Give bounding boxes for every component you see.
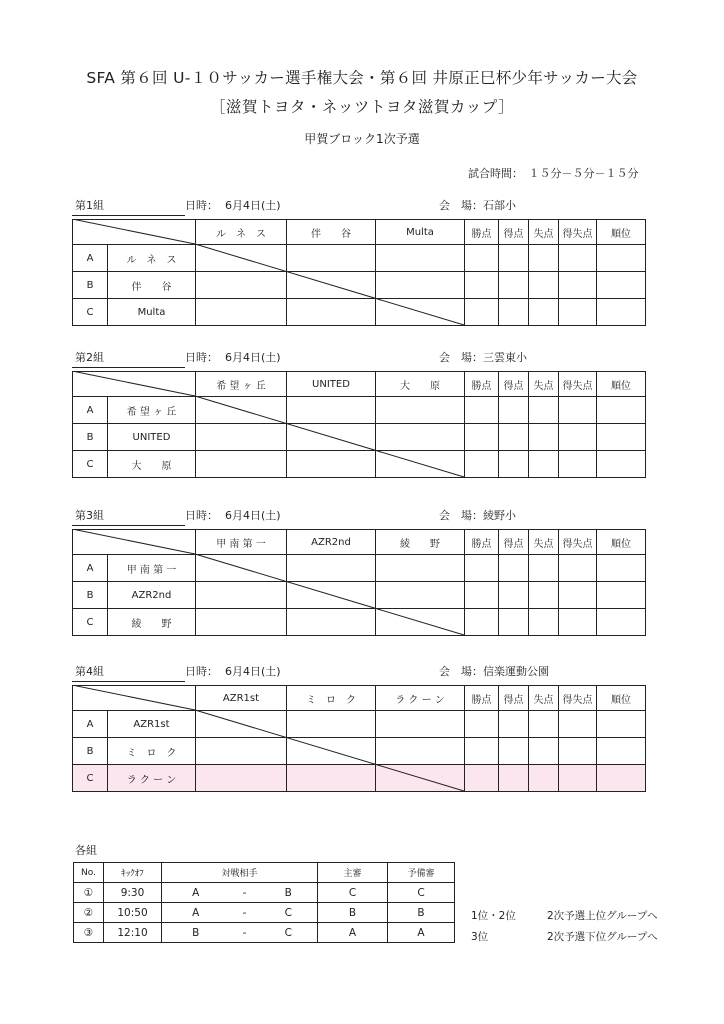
group-name-underline <box>72 681 185 682</box>
result-cell <box>376 245 465 272</box>
opponent-header: Multa <box>376 220 465 245</box>
group-table <box>72 685 646 792</box>
note-desc-bottom: 2次予選下位グループへ <box>547 931 658 943</box>
schedule-row <box>74 923 455 943</box>
stat-cell <box>465 397 499 424</box>
result-cell <box>196 582 287 609</box>
schedule-header-no: No. <box>74 863 104 883</box>
stat-header: 失点 <box>529 530 559 555</box>
match-time: 試合時間： １５分－５分－１５分 <box>468 167 639 180</box>
stat-cell <box>465 555 499 582</box>
stat-cell <box>529 299 559 326</box>
team-row <box>73 272 646 299</box>
group-venue: 会 場：石部小 <box>439 199 516 212</box>
stat-cell <box>529 765 559 792</box>
result-cell <box>196 299 287 326</box>
group-date: 日時： 6月4日(土) <box>185 509 281 522</box>
result-cell <box>376 582 465 609</box>
result-cell <box>287 555 376 582</box>
schedule-table <box>73 862 455 943</box>
stat-cell <box>499 245 529 272</box>
result-cell <box>376 272 465 299</box>
note-desc-top: 2次予選上位グループへ <box>547 910 658 922</box>
stat-cell <box>529 738 559 765</box>
group-name-underline <box>72 367 185 368</box>
corner-cell <box>73 372 196 397</box>
stat-cell <box>597 299 646 326</box>
sponsor-title: ［滋賀トヨタ・ネッツトヨタ滋賀カップ］ <box>209 98 515 116</box>
stat-header: 順位 <box>597 530 646 555</box>
stat-cell <box>559 424 597 451</box>
note-rank-top: 1位・2位 <box>471 910 516 922</box>
row-letter: C <box>73 299 108 326</box>
stat-cell <box>597 738 646 765</box>
team-row <box>73 451 646 478</box>
team-row <box>73 397 646 424</box>
referee: A <box>318 923 388 943</box>
group-venue: 会 場：信楽運動公園 <box>439 665 549 678</box>
group-name-underline <box>72 525 185 526</box>
corner-cell <box>73 530 196 555</box>
stat-header: 得失点 <box>559 530 597 555</box>
stat-cell <box>529 245 559 272</box>
home-team: A <box>162 903 230 923</box>
result-cell <box>196 555 287 582</box>
team-name: 希 望 ヶ 丘 <box>108 397 196 424</box>
stat-cell <box>529 424 559 451</box>
result-cell <box>376 424 465 451</box>
team-name: ラ ク ー ン <box>108 765 196 792</box>
result-cell <box>376 711 465 738</box>
stat-cell <box>465 765 499 792</box>
group-venue: 会 場：三雲東小 <box>439 351 527 364</box>
stat-cell <box>597 765 646 792</box>
corner-cell <box>73 686 196 711</box>
away-team: B <box>260 883 318 903</box>
result-cell <box>376 299 465 326</box>
result-cell <box>287 451 376 478</box>
result-cell <box>196 424 287 451</box>
opponent-header: AZR1st <box>196 686 287 711</box>
referee: C <box>318 883 388 903</box>
row-letter: A <box>73 245 108 272</box>
stat-header: 得点 <box>499 530 529 555</box>
team-row <box>73 765 646 792</box>
stat-cell <box>597 451 646 478</box>
kickoff-time: 12:10 <box>104 923 162 943</box>
result-cell <box>287 582 376 609</box>
versus-separator: - <box>230 923 260 943</box>
team-row <box>73 555 646 582</box>
match-no: ③ <box>74 923 104 943</box>
result-cell <box>196 451 287 478</box>
result-cell <box>287 397 376 424</box>
stat-header: 得点 <box>499 686 529 711</box>
group-table <box>72 529 646 636</box>
opponent-header: ル ネ ス <box>196 220 287 245</box>
result-cell <box>376 397 465 424</box>
row-letter: A <box>73 555 108 582</box>
opponent-header: 希 望 ヶ 丘 <box>196 372 287 397</box>
group-date: 日時： 6月4日(土) <box>185 351 281 364</box>
stat-cell <box>529 397 559 424</box>
home-team: B <box>162 923 230 943</box>
team-name: AZR2nd <box>108 582 196 609</box>
stat-cell <box>499 711 529 738</box>
group-date: 日時： 6月4日(土) <box>185 665 281 678</box>
result-cell <box>287 299 376 326</box>
stat-header: 失点 <box>529 686 559 711</box>
stat-cell <box>465 609 499 636</box>
row-letter: A <box>73 397 108 424</box>
stat-cell <box>559 711 597 738</box>
stat-cell <box>597 272 646 299</box>
result-cell <box>196 609 287 636</box>
stat-cell <box>499 299 529 326</box>
schedule-header-reserve: 予備審 <box>388 863 455 883</box>
stat-header: 順位 <box>597 372 646 397</box>
kickoff-time: 10:50 <box>104 903 162 923</box>
result-cell <box>196 245 287 272</box>
stat-cell <box>465 299 499 326</box>
row-letter: C <box>73 451 108 478</box>
result-cell <box>196 765 287 792</box>
opponent-header: ミ ロ ク <box>287 686 376 711</box>
group-venue: 会 場：綾野小 <box>439 509 516 522</box>
stat-cell <box>529 272 559 299</box>
away-team: C <box>260 903 318 923</box>
group-table <box>72 371 646 478</box>
stat-cell <box>597 609 646 636</box>
result-cell <box>196 272 287 299</box>
result-cell <box>287 272 376 299</box>
row-letter: B <box>73 424 108 451</box>
stat-header: 失点 <box>529 372 559 397</box>
versus-separator: - <box>230 903 260 923</box>
referee: B <box>318 903 388 923</box>
stat-cell <box>559 765 597 792</box>
stat-cell <box>529 451 559 478</box>
opponent-header: ラ ク ー ン <box>376 686 465 711</box>
result-cell <box>376 609 465 636</box>
stat-cell <box>529 555 559 582</box>
opponent-header: UNITED <box>287 372 376 397</box>
row-letter: A <box>73 711 108 738</box>
row-letter: B <box>73 272 108 299</box>
stat-cell <box>597 397 646 424</box>
opponent-header: 大 原 <box>376 372 465 397</box>
result-cell <box>287 609 376 636</box>
row-letter: C <box>73 765 108 792</box>
team-row <box>73 299 646 326</box>
stat-header: 順位 <box>597 686 646 711</box>
stat-header: 順位 <box>597 220 646 245</box>
stat-cell <box>559 245 597 272</box>
schedule-label: 各組 <box>75 844 97 857</box>
stat-cell <box>597 711 646 738</box>
opponent-header: 綾 野 <box>376 530 465 555</box>
team-row <box>73 609 646 636</box>
team-name: Multa <box>108 299 196 326</box>
result-cell <box>287 245 376 272</box>
stat-cell <box>597 245 646 272</box>
stat-header: 得失点 <box>559 372 597 397</box>
stat-cell <box>529 582 559 609</box>
stat-cell <box>597 555 646 582</box>
result-cell <box>287 711 376 738</box>
team-name: 甲 南 第 一 <box>108 555 196 582</box>
group-table <box>72 219 646 326</box>
result-cell <box>376 451 465 478</box>
stat-cell <box>499 765 529 792</box>
schedule-row <box>74 883 455 903</box>
group-name: 第2組 <box>75 351 104 364</box>
stat-cell <box>465 245 499 272</box>
schedule-header-opponent: 対戦相手 <box>162 863 318 883</box>
result-cell <box>287 424 376 451</box>
stat-cell <box>499 609 529 636</box>
stat-header: 得失点 <box>559 220 597 245</box>
result-cell <box>196 738 287 765</box>
team-name: ミ ロ ク <box>108 738 196 765</box>
corner-cell <box>73 220 196 245</box>
group-date: 日時： 6月4日(土) <box>185 199 281 212</box>
result-cell <box>376 555 465 582</box>
result-cell <box>196 711 287 738</box>
stat-cell <box>499 397 529 424</box>
stat-cell <box>597 424 646 451</box>
stat-header: 得点 <box>499 220 529 245</box>
stat-cell <box>559 397 597 424</box>
team-name: 綾 野 <box>108 609 196 636</box>
stat-cell <box>499 424 529 451</box>
stat-header: 得点 <box>499 372 529 397</box>
stat-header: 勝点 <box>465 686 499 711</box>
block-title: 甲賀ブロック1次予選 <box>304 132 420 146</box>
stat-header: 勝点 <box>465 530 499 555</box>
team-name: 大 原 <box>108 451 196 478</box>
match-no: ② <box>74 903 104 923</box>
team-name: 伴 谷 <box>108 272 196 299</box>
group-header <box>72 664 645 680</box>
opponent-header: 伴 谷 <box>287 220 376 245</box>
row-letter: B <box>73 582 108 609</box>
stat-header: 得失点 <box>559 686 597 711</box>
group-name: 第4組 <box>75 665 104 678</box>
stat-cell <box>559 299 597 326</box>
result-cell <box>376 738 465 765</box>
team-name: ル ネ ス <box>108 245 196 272</box>
result-cell <box>287 738 376 765</box>
stat-cell <box>465 582 499 609</box>
home-team: A <box>162 883 230 903</box>
tournament-title: SFA 第６回 U-１０サッカー選手権大会・第６回 井原正巳杯少年サッカー大会 <box>86 69 638 87</box>
row-letter: C <box>73 609 108 636</box>
stat-header: 失点 <box>529 220 559 245</box>
stat-cell <box>465 738 499 765</box>
stat-cell <box>465 272 499 299</box>
group-header <box>72 198 645 214</box>
schedule-header-kickoff: ｷｯｸｵﾌ <box>104 863 162 883</box>
stat-cell <box>529 609 559 636</box>
group-header <box>72 508 645 524</box>
reserve-referee: A <box>388 923 455 943</box>
stat-header: 勝点 <box>465 220 499 245</box>
opponent-header: 甲 南 第 一 <box>196 530 287 555</box>
stat-cell <box>559 738 597 765</box>
group-name-underline <box>72 215 185 216</box>
team-row <box>73 582 646 609</box>
note-rank-bottom: 3位 <box>471 931 489 943</box>
reserve-referee: B <box>388 903 455 923</box>
match-no: ① <box>74 883 104 903</box>
schedule-row <box>74 903 455 923</box>
stat-cell <box>499 555 529 582</box>
stat-cell <box>499 272 529 299</box>
stat-cell <box>559 555 597 582</box>
stat-cell <box>465 424 499 451</box>
group-header <box>72 350 645 366</box>
stat-cell <box>465 711 499 738</box>
stat-cell <box>559 451 597 478</box>
team-row <box>73 424 646 451</box>
stat-cell <box>559 582 597 609</box>
reserve-referee: C <box>388 883 455 903</box>
stat-cell <box>529 711 559 738</box>
result-cell <box>376 765 465 792</box>
opponent-header: AZR2nd <box>287 530 376 555</box>
result-cell <box>287 765 376 792</box>
stat-cell <box>499 451 529 478</box>
stat-cell <box>499 738 529 765</box>
schedule-header-referee: 主審 <box>318 863 388 883</box>
group-name: 第3組 <box>75 509 104 522</box>
result-cell <box>196 397 287 424</box>
stat-header: 勝点 <box>465 372 499 397</box>
team-row <box>73 738 646 765</box>
stat-cell <box>465 451 499 478</box>
row-letter: B <box>73 738 108 765</box>
versus-separator: - <box>230 883 260 903</box>
team-name: UNITED <box>108 424 196 451</box>
team-name: AZR1st <box>108 711 196 738</box>
team-row <box>73 711 646 738</box>
stat-cell <box>597 582 646 609</box>
team-row <box>73 245 646 272</box>
stat-cell <box>499 582 529 609</box>
stat-cell <box>559 609 597 636</box>
kickoff-time: 9:30 <box>104 883 162 903</box>
stat-cell <box>559 272 597 299</box>
group-name: 第1組 <box>75 199 104 212</box>
away-team: C <box>260 923 318 943</box>
